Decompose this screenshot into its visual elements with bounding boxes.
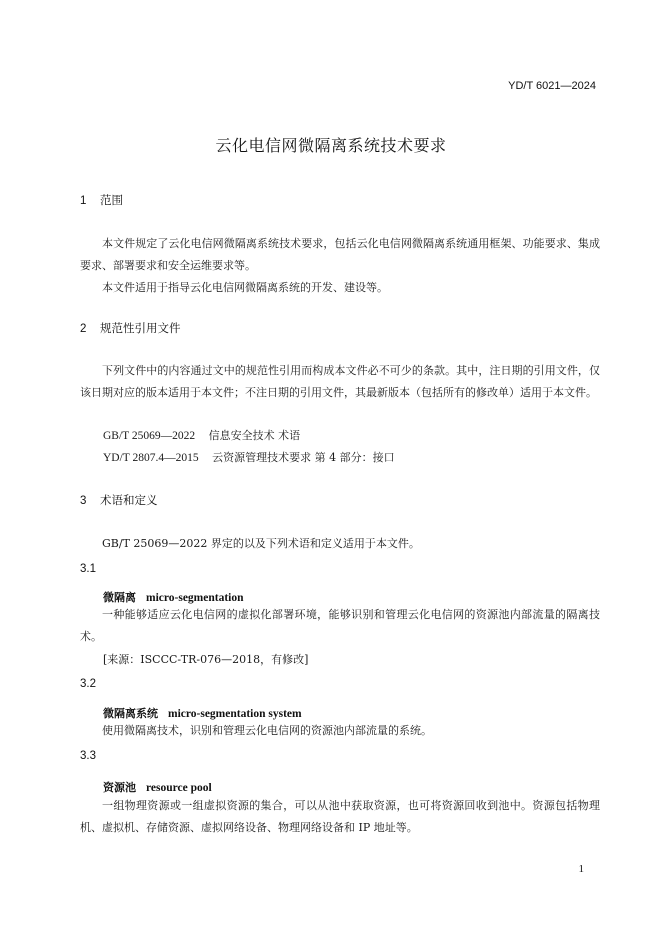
- scope-paragraph-2: 本文件适用于指导云化电信网微隔离系统的开发、建设等。: [102, 281, 388, 294]
- terms-intro-paragraph: GB/T 25069—2022 界定的以及下列术语和定义适用于本文件。: [102, 537, 420, 550]
- term-definition: 使用微隔离技术，识别和管理云化电信网的资源池内部流量的系统。: [102, 724, 432, 737]
- reference-item-2: [103, 449, 395, 465]
- scope-paragraph-1: 本文件规定了云化电信网微隔离系统技术要求，包括云化电信网微隔离系统通用框架、功能要求、集成要求、部署要求和安全运维要求等。: [80, 237, 600, 272]
- term-definition: 一组物理资源或一组虚拟资源的集合，可以从池中获取资源，也可将资源回收到池中。资源包括物理机、虚拟机、存储资源、虚拟网络设备、物理网络设备和 IP 地址等。: [80, 799, 600, 834]
- normative-references-paragraph: 下列文件中的内容通过文中的规范性引用而构成本文件必不可少的条款。其中，注日期的引用文件，仅该日期对应的版本适用于本文件；不注日期的引用文件，其最新版本（包括所有的修改单）适用于本文件。: [80, 364, 600, 399]
- term-source: [来源：ISCCC-TR-076—2018，有修改]: [103, 653, 309, 666]
- section-1-heading: [80, 192, 123, 208]
- reference-item-1: [103, 427, 300, 443]
- standard-code: YD/T 6021—2024: [508, 80, 596, 92]
- term-heading: [103, 779, 212, 795]
- term-heading: [103, 589, 244, 605]
- term-definition: 一种能够适应云化电信网的虚拟化部署环境，能够识别和管理云化电信网的资源池内部流量的隔离技术。: [80, 608, 600, 643]
- section-number: 2: [80, 323, 87, 335]
- page-number: 1: [578, 863, 584, 875]
- term-chinese: 微隔离系统: [103, 707, 158, 720]
- section-title: 规范性引用文件: [100, 321, 181, 335]
- term-number: 3.2: [80, 678, 96, 690]
- section-3-heading: [80, 492, 158, 508]
- section-number: 3: [80, 495, 87, 507]
- term-number: 3.3: [80, 750, 96, 762]
- term-chinese: 微隔离: [103, 591, 136, 604]
- term-number: 3.1: [80, 563, 96, 575]
- term-chinese: 资源池: [103, 781, 136, 794]
- section-2-heading: [80, 320, 181, 336]
- reference-title: 信息安全技术 术语: [208, 429, 301, 442]
- section-title: 术语和定义: [100, 493, 158, 507]
- reference-code: GB/T 25069—2022: [103, 430, 196, 442]
- document-title: 云化电信网微隔离系统技术要求: [215, 136, 447, 155]
- section-title: 范围: [100, 193, 123, 207]
- term-heading: [103, 705, 302, 721]
- term-english: resource pool: [146, 782, 212, 794]
- term-english: micro-segmentation system: [168, 708, 302, 720]
- term-english: micro-segmentation: [146, 592, 244, 604]
- section-number: 1: [80, 195, 87, 207]
- reference-title: 云资源管理技术要求 第 4 部分：接口: [212, 451, 395, 464]
- reference-code: YD/T 2807.4—2015: [103, 452, 199, 464]
